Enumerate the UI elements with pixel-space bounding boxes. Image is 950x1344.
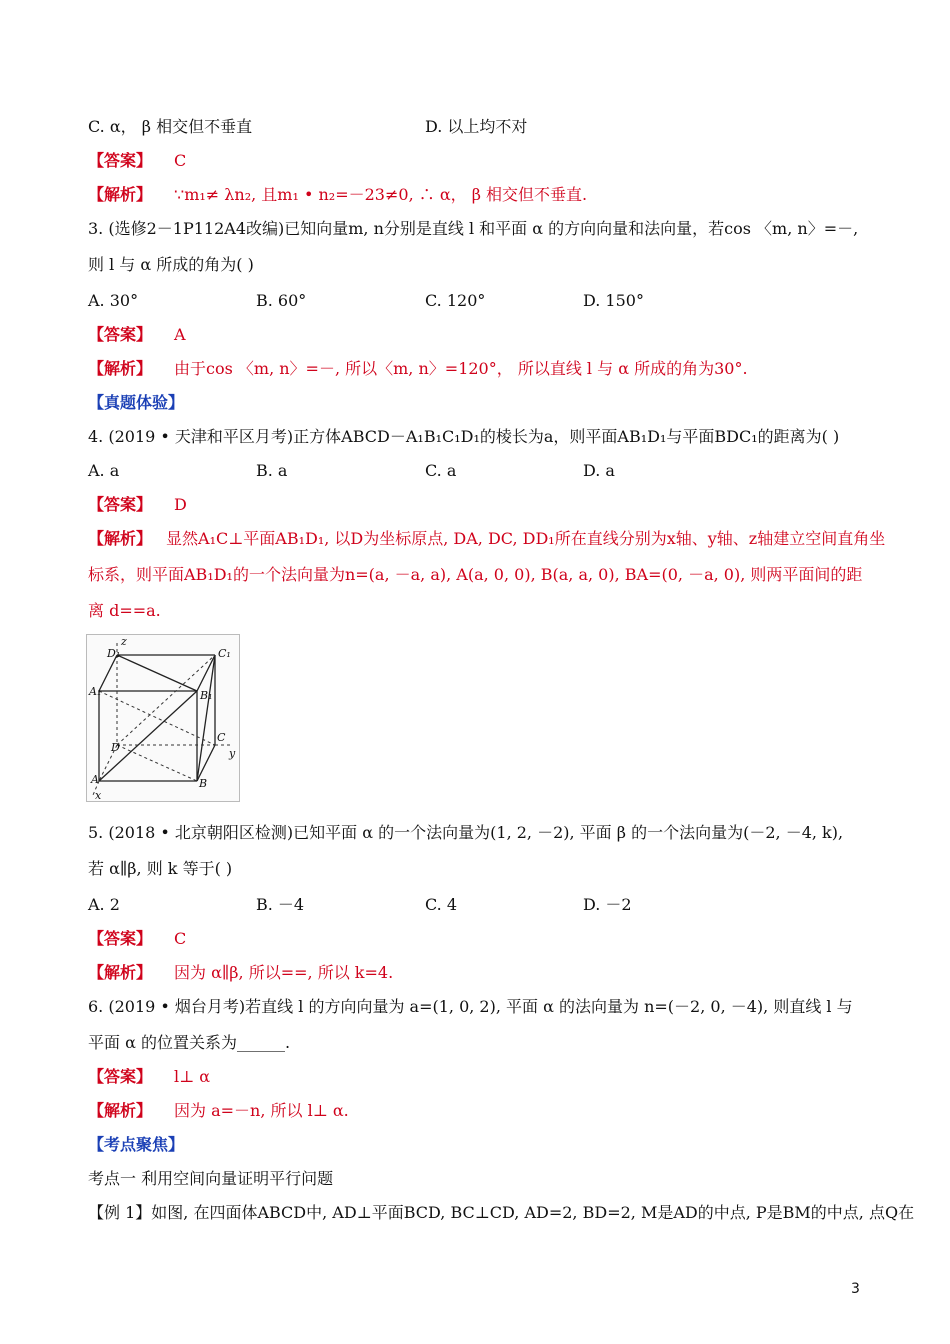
- q3-option-b: B. 60°: [256, 291, 307, 310]
- label-z: z: [121, 635, 127, 648]
- label-a1: A₁: [89, 685, 102, 698]
- q2-option-c: C. α， β 相交但不垂直: [88, 117, 253, 136]
- answer-value: l⊥ α: [174, 1067, 211, 1086]
- answer-label: 【答案】: [88, 929, 153, 948]
- q5-answer: [88, 928, 186, 950]
- answer-label: 【答案】: [88, 1067, 153, 1086]
- q6-answer: [88, 1066, 210, 1088]
- q4-analysis-line1: [88, 528, 885, 550]
- q4-option-b: B. a: [256, 461, 288, 480]
- answer-value: D: [174, 495, 187, 514]
- q5-stem-line1: 5. (2018 • 北京朝阳区检测)已知平面 α 的一个法向量为(1, 2, －2), 平面 β 的一个法向量为(－2, －4, k),: [88, 823, 844, 842]
- cube-diagram: [87, 635, 239, 801]
- label-a: A: [91, 773, 99, 786]
- q4-option-d: D. a: [583, 461, 615, 480]
- label-b1: B₁: [200, 689, 213, 702]
- q4-option-a: A. a: [88, 461, 120, 480]
- analysis-label: 【解析】: [88, 185, 153, 204]
- q2-analysis: [88, 184, 587, 206]
- analysis-text: 因为 a=－n, 所以 l⊥ α.: [174, 1101, 349, 1120]
- label-d1: D₁: [107, 647, 121, 660]
- q4-analysis-line3: 离 d==a.: [88, 601, 161, 620]
- q2-answer: [88, 150, 186, 172]
- answer-value: A: [174, 325, 186, 344]
- cube-figure: [86, 634, 240, 802]
- analysis-text: ∵m₁≠ λn₂, 且m₁ • n₂=－23≠0, ∴ α， β 相交但不垂直.: [174, 185, 588, 204]
- label-b: B: [199, 777, 208, 790]
- analysis-label: 【解析】: [88, 359, 153, 378]
- page-number: 3: [851, 1281, 860, 1297]
- analysis-text: 由于cos 〈m, n〉=－, 所以〈m, n〉=120°， 所以直线 l 与 α 所成的角为30°.: [174, 359, 748, 378]
- answer-label: 【答案】: [88, 325, 153, 344]
- analysis-label: 【解析】: [88, 963, 153, 982]
- q5-option-d: D. －2: [583, 895, 632, 914]
- section-key-points: 【考点聚焦】: [88, 1135, 185, 1154]
- q4-stem: 4. (2019 • 天津和平区月考)正方体ABCD－A₁B₁C₁D₁的棱长为a，则平面AB₁D₁与平面BDC₁的距离为( ): [88, 427, 840, 446]
- analysis-text: 因为 α∥β, 所以==, 所以 k=4.: [174, 963, 394, 982]
- answer-label: 【答案】: [88, 495, 153, 514]
- q5-option-a: A. 2: [88, 895, 120, 914]
- q3-analysis: [88, 358, 748, 380]
- answer-value: C: [174, 151, 187, 170]
- label-x: x: [95, 789, 102, 801]
- q3-option-c: C. 120°: [425, 291, 486, 310]
- q3-stem-line2: 则 l 与 α 所成的角为( ): [88, 255, 254, 274]
- label-c: C: [217, 731, 226, 744]
- analysis-label: 【解析】: [88, 529, 153, 548]
- topic-heading: 考点一 利用空间向量证明平行问题: [88, 1169, 334, 1188]
- q5-analysis: [88, 962, 393, 984]
- q4-option-c: C. a: [425, 461, 457, 480]
- analysis-text: 显然A₁C⊥平面AB₁D₁, 以D为坐标原点, DA, DC, DD₁所在直线分别为x轴、y轴、z轴建立空间直角坐: [166, 529, 886, 548]
- q5-option-b: B. －4: [256, 895, 305, 914]
- q6-stem-line1: 6. (2019 • 烟台月考)若直线 l 的方向向量为 a=(1, 0, 2), 平面 α 的法向量为 n=(－2, 0, －4), 则直线 l 与: [88, 997, 853, 1016]
- q5-option-c: C. 4: [425, 895, 458, 914]
- answer-label: 【答案】: [88, 151, 153, 170]
- q4-analysis-line2: 标系，则平面AB₁D₁的一个法向量为n=(a, －a, a), A(a, 0, 0), B(a, a, 0), BA=(0, －a, 0), 则两平面间的距: [88, 565, 863, 584]
- q6-analysis: [88, 1100, 349, 1122]
- q6-stem-line2: 平面 α 的位置关系为______.: [88, 1033, 291, 1052]
- label-d: D: [111, 741, 120, 754]
- q2-option-d: D. 以上均不对: [425, 117, 528, 136]
- section-real-exam: 【真题体验】: [88, 393, 185, 412]
- q5-stem-line2: 若 α∥β, 则 k 等于( ): [88, 859, 233, 878]
- analysis-label: 【解析】: [88, 1101, 153, 1120]
- q3-option-d: D. 150°: [583, 291, 644, 310]
- q4-answer: [88, 494, 187, 516]
- q3-option-a: A. 30°: [88, 291, 139, 310]
- example-1: 【例 1】如图, 在四面体ABCD中, AD⊥平面BCD, BC⊥CD, AD=2, BD=2, M是AD的中点, P是BM的中点, 点Q在: [88, 1203, 915, 1222]
- answer-value: C: [174, 929, 187, 948]
- q3-stem-line1: 3. (选修2－1P112A4改编)已知向量m, n分别是直线 l 和平面 α 的方向向量和法向量，若cos 〈m, n〉=－,: [88, 219, 859, 238]
- label-c1: C₁: [218, 647, 231, 660]
- label-y: y: [229, 747, 236, 760]
- q3-answer: [88, 324, 186, 346]
